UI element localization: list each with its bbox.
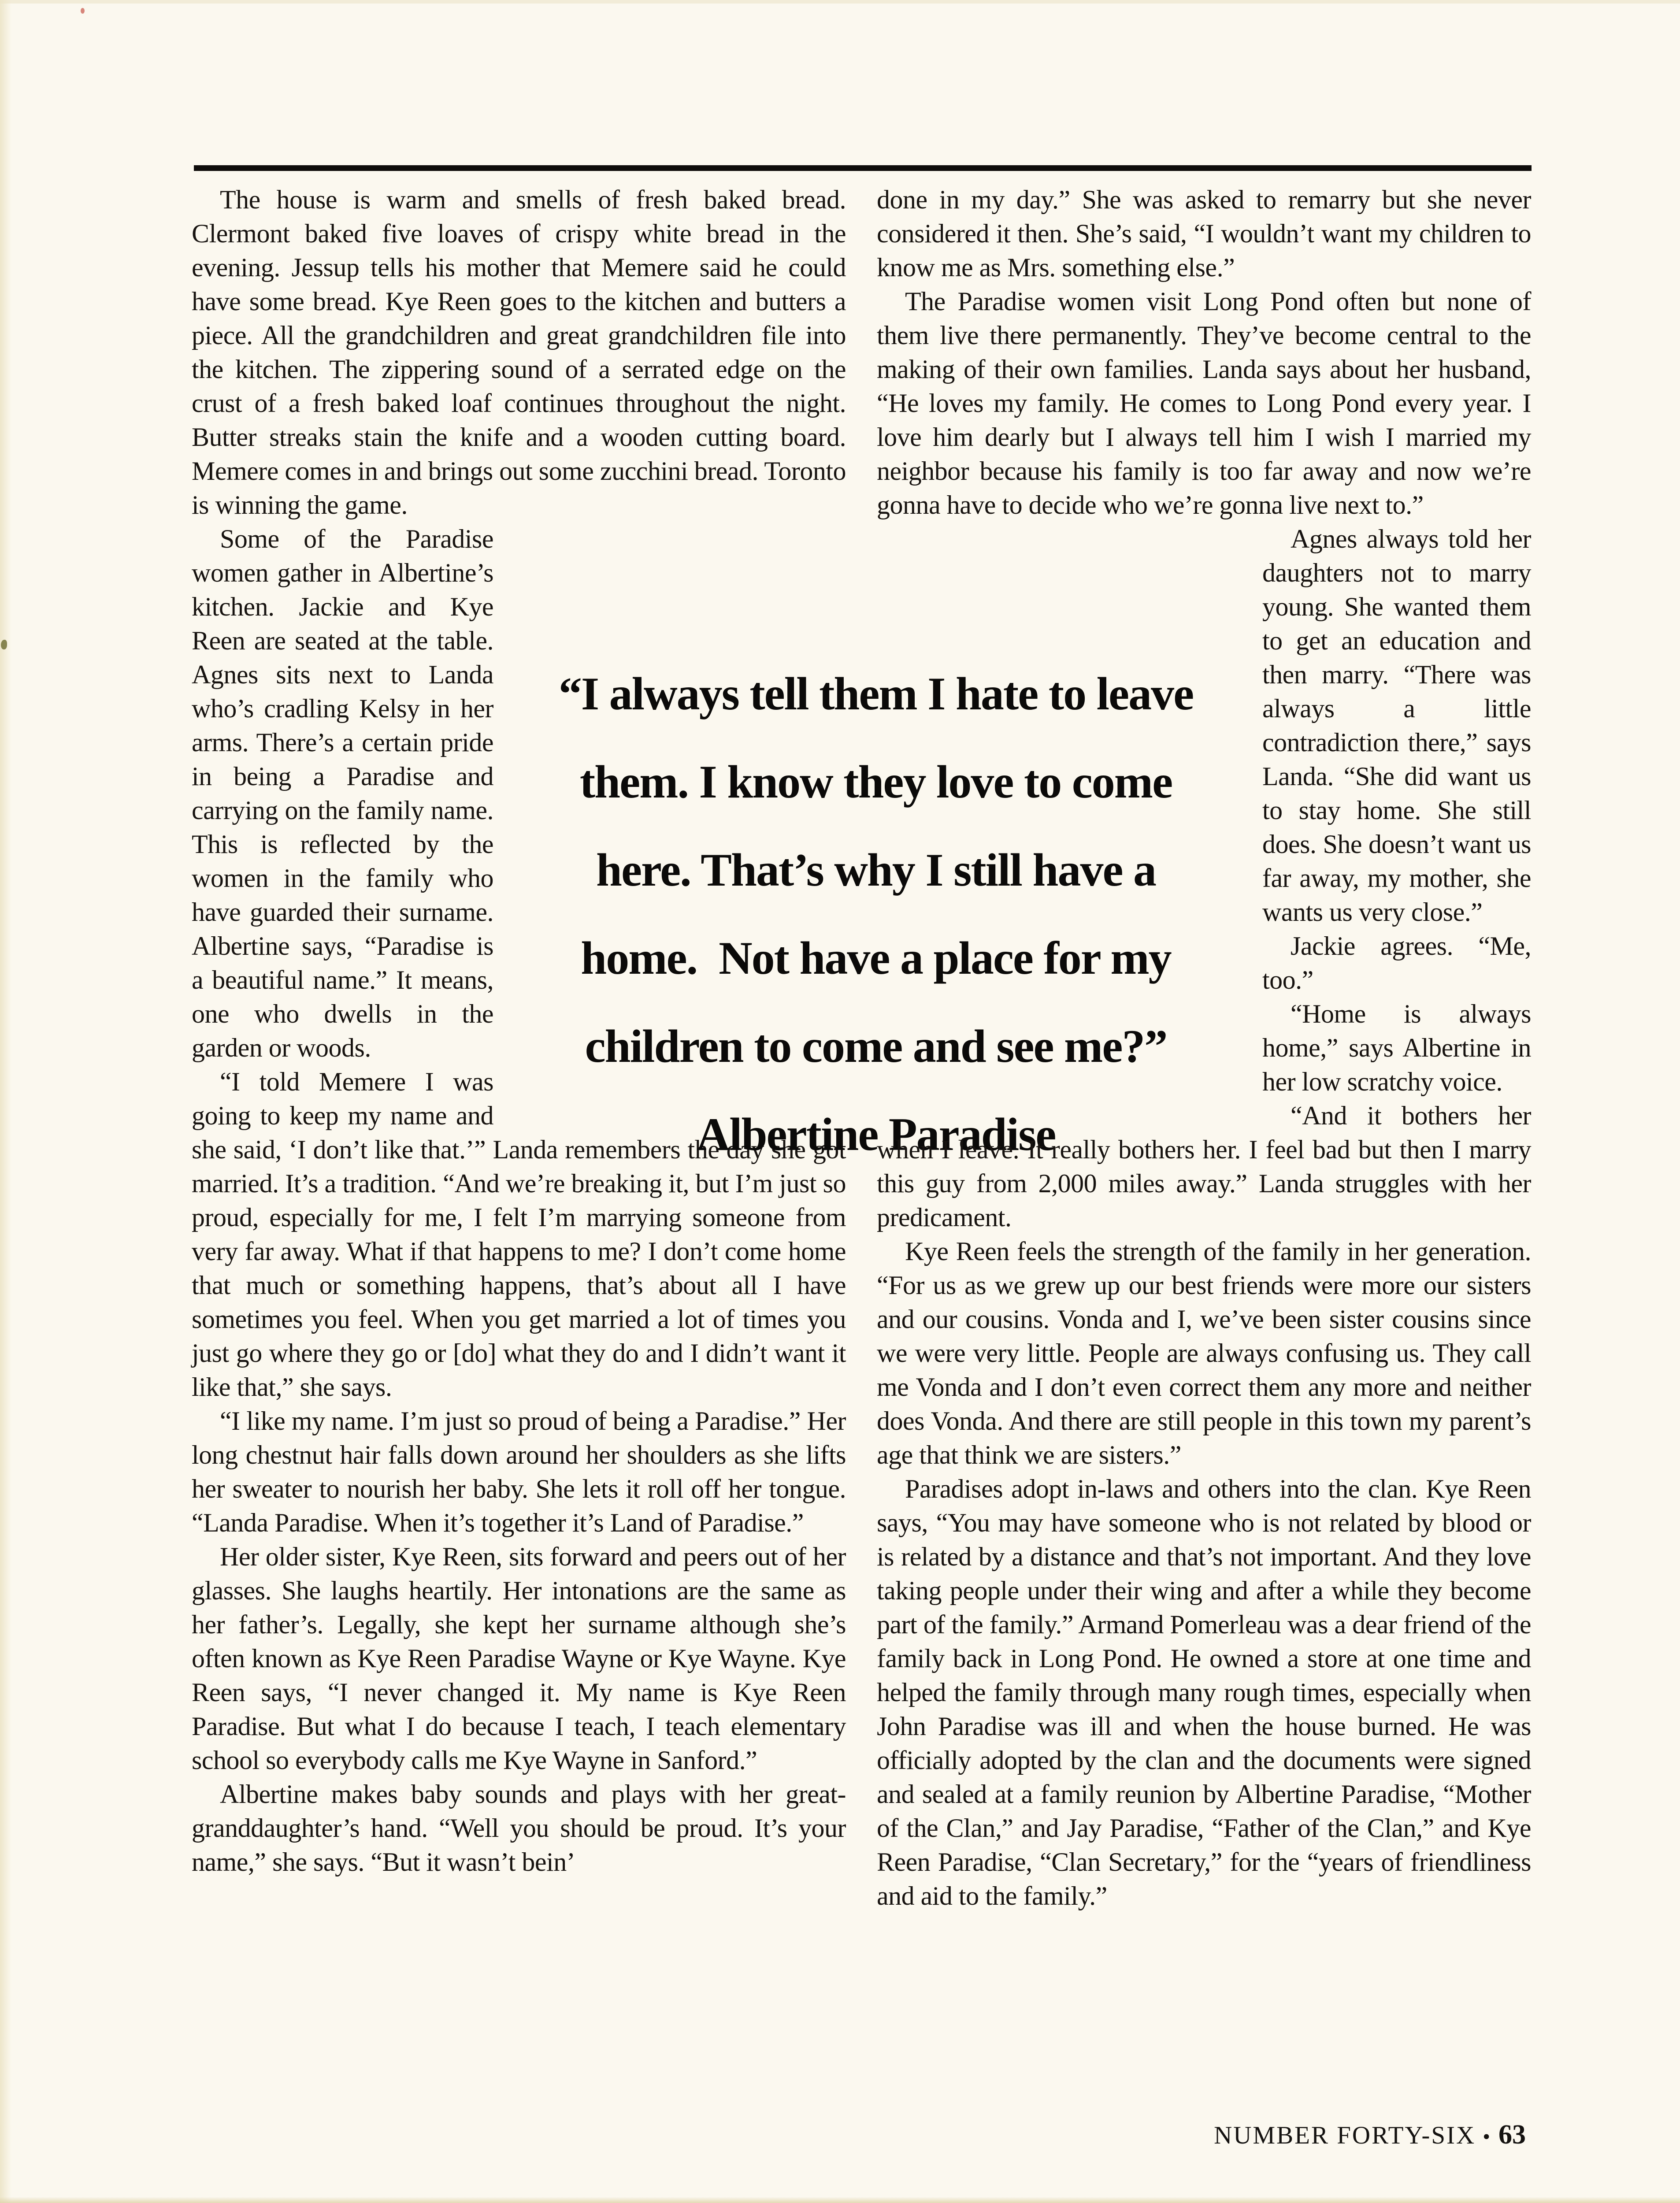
paragraph: done in my day.” She was asked to remarry but she never considered it then. She’s said, “I wouldn’t want my children to know me as Mrs. something else.”	[877, 185, 1531, 282]
top-rule	[194, 165, 1532, 171]
issue-label: NUMBER FORTY-SIX	[1214, 2121, 1476, 2149]
paragraph: Her older sister, Kye Reen, sits forward and peers out of her glasses. She laughs heartily. Her intonations are the same as her father’s. Legally, she kept her surname although she’s often known as Kye Reen Paradise Wayne or Kye Wayne. Kye Reen says, “I never changed it. My name is Kye Reen Paradise. But what I do because I teach, I teach elementary school so everybody calls me Kye Wayne in Sanford.”	[192, 1542, 846, 1775]
paragraph: “Home is always home,” says Albertine in her low scratchy voice.	[1262, 999, 1531, 1096]
paragraph: “I like my name. I’m just so proud of being a Paradise.” Her long chestnut hair falls down around her shoulders as she lifts her sweater to nourish her baby. She lets it roll off her tongue. “Landa Paradise. When it’s together it’s Land of Paradise.”	[192, 1406, 846, 1537]
pull-quote-line: home. Not have a place for my	[581, 932, 1171, 984]
paragraph: “And it bothers her when I leave. It really bothers her. I feel bad but then I marry this guy from 2,000 miles away.” Landa struggles with her predicament.	[877, 1101, 1531, 1232]
right-column	[877, 183, 1531, 1913]
paragraph: Albertine makes baby sounds and plays with her great-granddaughter’s hand. “Well you should be proud. It’s your name,” she says. “But it wasn’t bein’	[192, 1780, 846, 1877]
pullquote-wrap-spacer-right	[877, 522, 1262, 1133]
paragraph: Some of the Paradise women gather in Albertine’s kitchen. Jackie and Kye Reen are seated at the table. Agnes sits next to Landa who’s cradling Kelsy in her arms. There’s a certain pride in being a Paradise and carrying on the family name. This is reflected by the women in the family who have guarded their surname. Albertine says, “Paradise is a beautiful name.” It means, one who dwells in the garden or woods.	[192, 524, 493, 1062]
scan-speck	[81, 8, 85, 14]
scan-edge-top	[0, 0, 1680, 4]
scan-speck	[1, 640, 7, 649]
page-footer	[1214, 2119, 1526, 2151]
paragraph: Kye Reen feels the strength of the family in her generation. “For us as we grew up our best friends were more our sisters and our cousins. Vonda and I, we’ve been sister cousins since we were very little. People are always confusing us. They call me Vonda and I don’t even correct them any more and neither does Vonda. And there are still people in this town my parent’s age that think we are sisters.”	[877, 1237, 1531, 1469]
paragraph: Jackie agrees. “Me, too.”	[1262, 931, 1531, 994]
paragraph: The house is warm and smells of fresh baked bread. Clermont baked five loaves of crispy white bread in the evening. Jessup tells his mother that Memere said he could have some bread. Kye Reen goes to the kitchen and butters a piece. All the grandchildren and great grandchildren file into the kitchen. The zippering sound of a serrated edge on the crust of a fresh baked loaf continues throughout the night. Butter streaks stain the knife and a wooden cutting board. Memere comes in and brings out some zucchini bread. Toronto is winning the game.	[192, 185, 846, 519]
paragraph: Paradises adopt in-laws and others into the clan. Kye Reen says, “You may have someone who is not related by blood or is related by a distance and that’s not important. And they love taking people under their wing and after a while they become part of the family.” Armand Pomerleau was a dear friend of the family back in Long Pond. He owned a store at one time and helped the family through many rough times, especially when John Paradise was ill and when the house burned. He was officially adopted by the clan and the documents were signed and sealed at a family reunion by Albertine Paradise, “Mother of the Clan,” and Jay Paradise, “Father of the Clan,” and Kye Reen Paradise, “Clan Secretary,” for the “years of friendliness and aid to the family.”	[877, 1474, 1531, 1910]
page-number: 63	[1498, 2120, 1526, 2150]
pull-quote-line: here. That’s why I still have a	[596, 844, 1156, 896]
scan-edge-bottom	[0, 2197, 1680, 2203]
pull-quote-line: “I always tell them I hate to leave	[558, 668, 1194, 719]
paragraph: Agnes always told her daughters not to marry young. She wanted them to get an education and then marry. “There was always a little contradiction there,” says Landa. “She did want us to stay home. She still does. She doesn’t want us far away, my mother, she wants us very close.”	[1262, 524, 1531, 927]
pull-quote-attribution: Albertine Paradise	[696, 1109, 1056, 1160]
paragraph: “I told Memere I was going to keep my name and she said, ‘I don’t like that.’” Landa remembers the day she got married. It’s a tradition. “And we’re breaking it, but I’m just so proud, especially for me, I felt I’m marrying someone from very far away. What if that happens to me? I don’t come home that much or something happens, that’s about all I have sometimes you feel. When you get married a lot of times you just go where they go or [do] what they do and I didn’t want it like that,” she says.	[192, 1067, 846, 1402]
footer-bullet: •	[1483, 2125, 1491, 2148]
pull-quote-line: them. I know they love to come	[579, 756, 1172, 808]
paragraph: The Paradise women visit Long Pond often but none of them live there permanently. They’ve become central to the making of their own families. Landa says about her husband, “He loves my family. He comes to Long Pond every year. I love him dearly but I always tell him I wish I married my neighbor because his family is too far away and now we’re gonna have to decide who we’re gonna live next to.”	[877, 287, 1531, 519]
pull-quote-line: children to come and see me?”	[585, 1020, 1167, 1072]
scan-edge-left	[0, 0, 11, 2203]
